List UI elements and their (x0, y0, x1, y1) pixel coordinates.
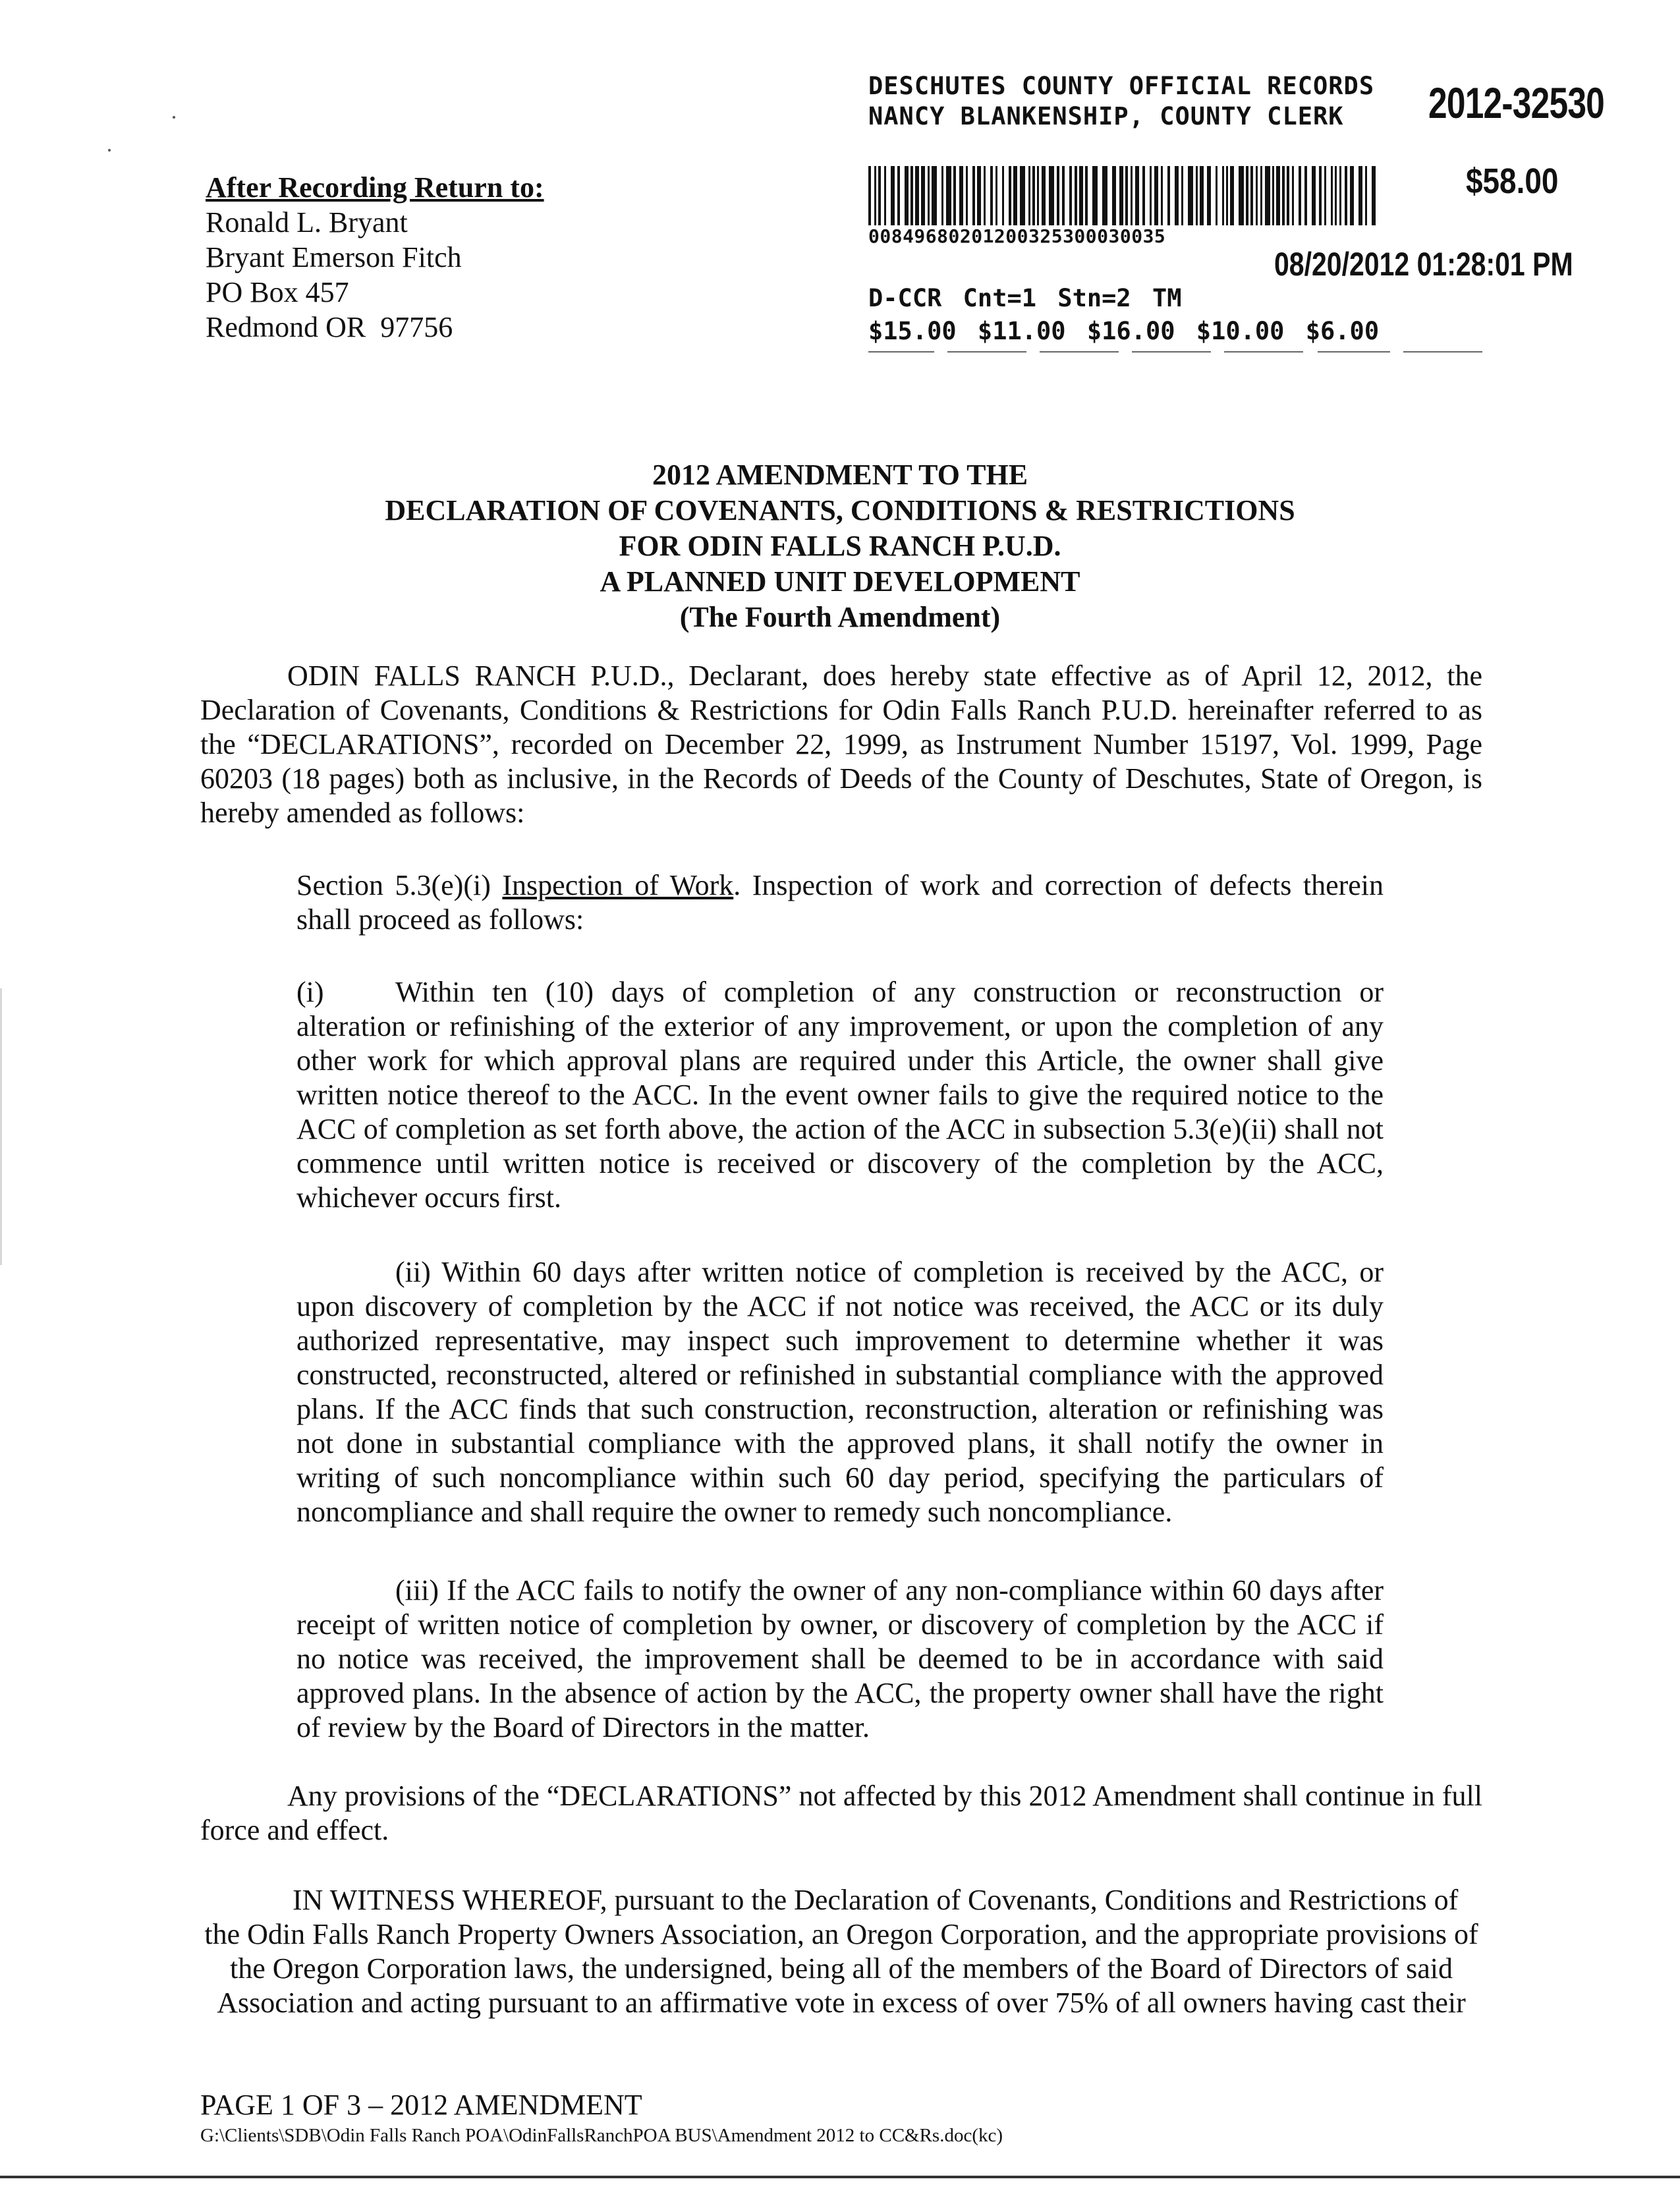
barcode-bar (1372, 166, 1376, 225)
barcode-bar (878, 166, 881, 225)
barcode-bar (897, 166, 900, 225)
barcode-bar (1069, 166, 1072, 225)
barcode-bar (1292, 166, 1294, 225)
recording-datetime: 08/20/2012 01:28:01 PM (1274, 246, 1573, 283)
barcode-bar (1358, 166, 1362, 225)
barcode-bar (1002, 166, 1004, 225)
stamp-rule (1040, 351, 1119, 353)
barcode-bar (1335, 166, 1337, 225)
witness-line: the Oregon Corporation laws, the undersigned, being all of the members of the Board of Directors of said (229, 1952, 1453, 1985)
barcode-bar (928, 166, 930, 225)
section-heading: Inspection of Work (502, 869, 734, 901)
barcode-bar (1222, 166, 1224, 225)
return-address-heading: After Recording Return to: (206, 171, 544, 204)
barcode-bar (1042, 166, 1046, 225)
barcode-bar (1119, 166, 1123, 225)
subsection-ii: (ii) Within 60 days after written notice of completion is received by the ACC, or upon discovery of completion by the ACC if not notice was received, the ACC or its duly authorized representative, may inspect such improvement to determine whether it was constructed, reconstructed, altered or refinished in substantial compliance with the approved plans. If the ACC finds that such construction, reconstruction, alteration or refinishing was not done in substantial compliance with the approved plans, it shall notify the owner in writing of such noncompliance within such 60 day period, specifying the particulars of noncompliance and shall require the owner to remedy such noncompliance. (296, 1256, 1384, 1528)
barcode-bar (1246, 166, 1248, 225)
subsection-i-marker: (i) (296, 976, 324, 1008)
barcode-bar (1276, 166, 1280, 225)
barcode-bar (915, 166, 919, 225)
page-number-label: PAGE 1 OF 3 – 2012 AMENDMENT (200, 2089, 642, 2121)
return-address-line: Ronald L. Bryant (206, 206, 408, 239)
barcode-bar (1282, 166, 1285, 225)
subsection-i (296, 975, 1384, 1215)
barcode-bar (1057, 166, 1059, 225)
barcode-bar (1324, 166, 1326, 225)
record-number: 2012-32530 (1428, 78, 1605, 127)
barcode-bar (1037, 166, 1039, 225)
barcode-bar (1181, 166, 1183, 225)
recording-code-line: D-CCR Cnt=1 Stn=2 TM (868, 284, 1182, 312)
barcode-bar (1304, 166, 1307, 225)
stamp-rule (1132, 351, 1211, 353)
total-fee: $58.00 (1466, 161, 1559, 201)
file-path-label: G:\Clients\SDB\Odin Falls Ranch POA\OdinFallsRanchPOA BUS\Amendment 2012 to CC&Rs.doc(kc) (200, 2125, 1003, 2146)
barcode-bar (921, 166, 925, 225)
stamp-rule (947, 351, 1026, 353)
return-address-line: Bryant Emerson Fitch (206, 241, 462, 273)
barcode-bar (972, 166, 975, 225)
barcode-bar (1200, 166, 1204, 225)
provisions-paragraph: Any provisions of the “DECLARATIONS” not affected by this 2012 Amendment shall continue in full force and effect. (200, 1780, 1482, 1846)
barcode-bar (1365, 166, 1367, 225)
barcode-bar (1028, 166, 1030, 225)
stamp-rule (1224, 351, 1303, 353)
barcode-bar (884, 166, 886, 225)
section-text: . Inspection of work and correction of defects therein shall proceed as follows: (296, 869, 1384, 936)
barcode-bar (874, 166, 876, 225)
barcode-bar (1345, 166, 1347, 225)
barcode-bar (868, 166, 871, 225)
barcode-bar (1312, 166, 1316, 225)
witness-line: IN WITNESS WHEREOF, pursuant to the Declaration of Covenants, Conditions and Restrictions of (293, 1884, 1459, 1916)
barcode-bar (1125, 166, 1128, 225)
return-address-line: PO Box 457 (206, 276, 349, 308)
barcode-bar (953, 166, 956, 225)
witness-line: the Odin Falls Ranch Property Owners Association, an Oregon Corporation, and the appropriate provisions of (204, 1918, 1478, 1950)
barcode-bar (1075, 166, 1077, 225)
title-line: A PLANNED UNIT DEVELOPMENT (600, 565, 1080, 598)
barcode-bar (1287, 166, 1289, 225)
barcode-bar (1216, 166, 1218, 225)
stamp-rule (1318, 351, 1390, 353)
barcode-bar (966, 166, 968, 225)
barcode-bar (1013, 166, 1017, 225)
barcode-bar (1112, 166, 1116, 225)
section-number: Section 5.3(e)(i) (296, 869, 491, 901)
barcode-bar (990, 166, 993, 225)
barcode-bar (1102, 166, 1107, 225)
barcode-bar (1188, 166, 1193, 225)
barcode-bar (1142, 166, 1145, 225)
barcode-bar (1260, 166, 1262, 225)
barcode-bar (1135, 166, 1139, 225)
barcode-bar (1250, 166, 1253, 225)
title-line: 2012 AMENDMENT TO THE (652, 459, 1028, 491)
barcode-bar (1020, 166, 1025, 225)
recording-office-line2: NANCY BLANKENSHIP, COUNTY CLERK (868, 102, 1344, 130)
title-line: (The Fourth Amendment) (679, 601, 1001, 633)
barcode-graphic (868, 166, 1382, 225)
section-paragraph (296, 868, 1384, 937)
stamp-rule (868, 351, 934, 353)
barcode-bar (905, 166, 909, 225)
barcode-bar (941, 166, 943, 225)
barcode-bar (977, 166, 981, 225)
barcode-bar (1331, 166, 1333, 225)
barcode-bar (1239, 166, 1244, 225)
scan-speck (108, 149, 111, 152)
witness-line: Association and acting pursuant to an affirmative vote in excess of over 75% of all owners having cast their (217, 1987, 1466, 2019)
recording-codes (868, 282, 1379, 348)
barcode-bar (1167, 166, 1170, 225)
barcode-bar (1131, 166, 1133, 225)
barcode-bar (1062, 166, 1065, 225)
subsection-i-text: Within ten (10) days of completion of any construction or reconstruction or alteration or refinishing of the exterior of any improvement, or upon the completion of any other work for which approval plans are required under this Article, the owner shall give written notice thereof to the ACC. In the event owner fails to give the required notice to the ACC of completion as set forth above, the action of the ACC in subsection 5.3(e)(ii) shall not commence until written notice is received or discovery of the completion by the ACC, whichever occurs first. (296, 976, 1384, 1214)
barcode-bar (995, 166, 997, 225)
recording-fee-line: $15.00 $11.00 $16.00 $10.00 $6.00 (868, 317, 1380, 345)
barcode-bar (1154, 166, 1158, 225)
scan-speck (173, 116, 175, 119)
barcode-bar (1230, 166, 1234, 225)
barcode-bar (1350, 166, 1354, 225)
intro-paragraph: ODIN FALLS RANCH P.U.D., Declarant, does hereby state effective as of April 12, 2012, the Declaration of Covenants, Conditions & Restrictions for Odin Falls Ranch P.U.D. hereinafter referred to as the “DECLARATIONS”, recorded on December 22, 1999, as Instrument Number 15197, Vol. 1999, Page 60203 (18 pages) both as inclusive, in the Records of Deeds of the County of Deschutes, State of Oregon, is hereby amended as follows: (200, 660, 1482, 829)
recording-office-stamp (868, 71, 1374, 132)
barcode-bar (1175, 166, 1179, 225)
witness-paragraph (200, 1883, 1482, 2020)
barcode-bar (891, 166, 895, 225)
barcode-digits: 00849680201200325300030035 (868, 225, 1166, 247)
barcode-bar (1009, 166, 1011, 225)
barcode-bar (984, 166, 986, 225)
title-line: DECLARATION OF COVENANTS, CONDITIONS & RESTRICTIONS (385, 494, 1295, 526)
barcode-bar (1319, 166, 1322, 225)
barcode-bar (1226, 166, 1228, 225)
barcode-bar (1161, 166, 1163, 225)
barcode-bar (1256, 166, 1258, 225)
barcode-bar (1150, 166, 1152, 225)
barcode-bar (1265, 166, 1270, 225)
stamp-rule (1403, 351, 1482, 353)
title-line: FOR ODIN FALLS RANCH P.U.D. (619, 530, 1061, 562)
barcode-bar (1299, 166, 1301, 225)
scan-edge-shadow (0, 988, 2, 1265)
barcode-bar (1339, 166, 1341, 225)
barcode-bar (1207, 166, 1211, 225)
barcode-bar (946, 166, 951, 225)
barcode-bar (1085, 166, 1088, 225)
footer-rule (0, 2176, 1680, 2178)
barcode-bar (932, 166, 937, 225)
return-address-line: Redmond OR 97756 (206, 311, 453, 343)
barcode-bar (1049, 166, 1054, 225)
subsection-iii: (iii) If the ACC fails to notify the owner of any non-compliance within 60 days after receipt of written notice of completion by owner, or discovery of completion by the ACC if no notice was received, the improvement shall be deemed to be in accordance with said approved plans. In the absence of action by the ACC, the property owner shall have the right of review by the Board of Directors in the matter. (296, 1574, 1384, 1743)
barcode-bar (959, 166, 963, 225)
recording-office-line1: DESCHUTES COUNTY OFFICIAL RECORDS (868, 72, 1375, 100)
barcode-bar (1272, 166, 1274, 225)
barcode-bar (1032, 166, 1035, 225)
document-title (0, 457, 1680, 635)
barcode-bar (1079, 166, 1083, 225)
return-address-block (206, 170, 544, 345)
barcode-bar (1196, 166, 1198, 225)
barcode-bar (910, 166, 913, 225)
barcode-bar (1092, 166, 1098, 225)
